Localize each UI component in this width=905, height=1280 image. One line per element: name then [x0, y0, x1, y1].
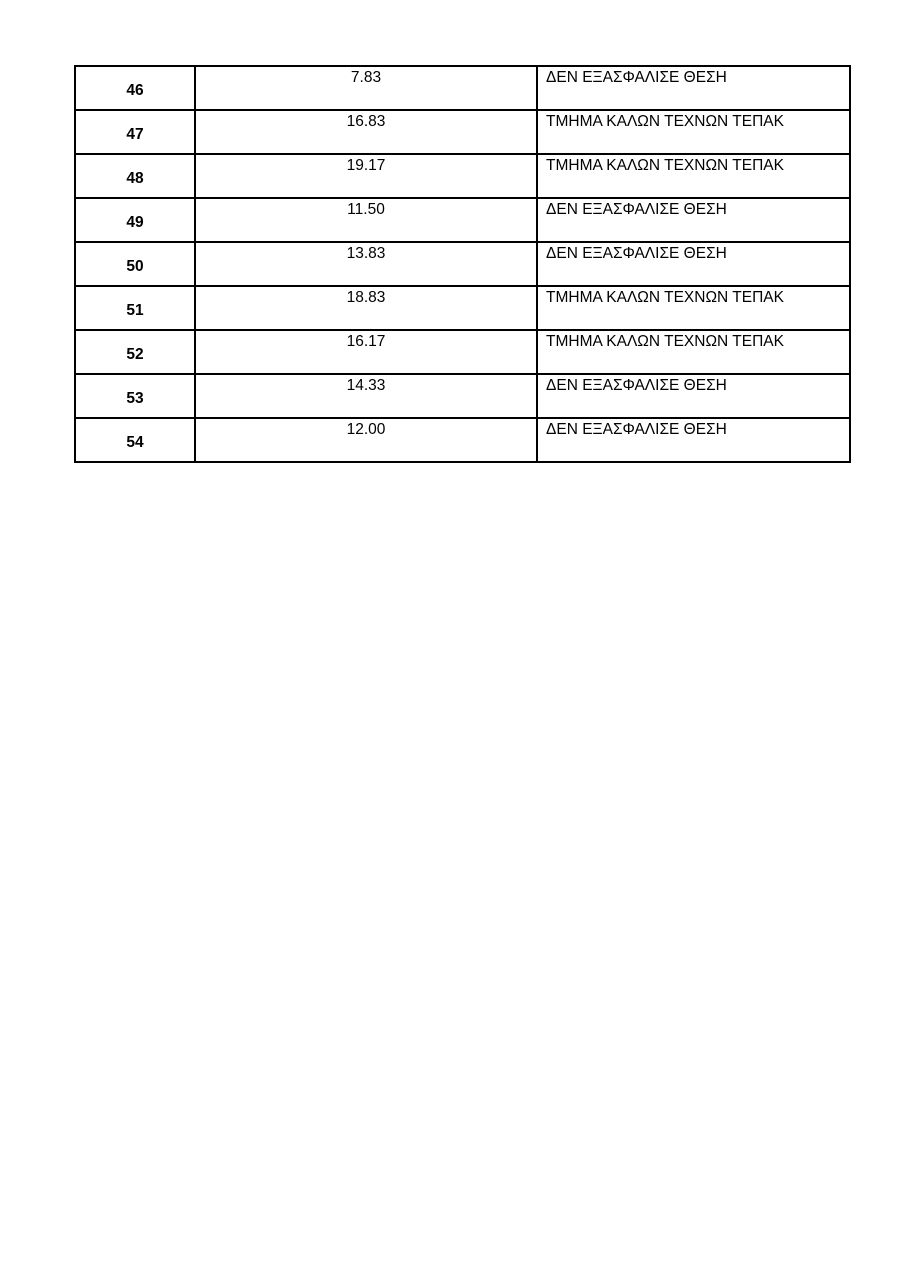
table-row: [75, 374, 850, 418]
candidate-number: 53: [75, 374, 195, 418]
candidate-score: 16.17: [195, 330, 537, 374]
placement-result: ΤΜΗΜΑ ΚΑΛΩΝ ΤΕΧΝΩΝ ΤΕΠΑΚ: [537, 286, 850, 330]
placement-result: ΔΕΝ ΕΞΑΣΦΑΛΙΣΕ ΘΕΣΗ: [537, 198, 850, 242]
candidate-score: 19.17: [195, 154, 537, 198]
candidate-number: 49: [75, 198, 195, 242]
candidate-score: 18.83: [195, 286, 537, 330]
table-row: [75, 418, 850, 462]
table-row: [75, 198, 850, 242]
placement-result: ΔΕΝ ΕΞΑΣΦΑΛΙΣΕ ΘΕΣΗ: [537, 66, 850, 110]
placement-result: ΔΕΝ ΕΞΑΣΦΑΛΙΣΕ ΘΕΣΗ: [537, 374, 850, 418]
candidate-score: 11.50: [195, 198, 537, 242]
candidate-score: 13.83: [195, 242, 537, 286]
candidate-number: 47: [75, 110, 195, 154]
candidate-score: 14.33: [195, 374, 537, 418]
placement-result: ΔΕΝ ΕΞΑΣΦΑΛΙΣΕ ΘΕΣΗ: [537, 242, 850, 286]
candidate-number: 51: [75, 286, 195, 330]
table-row: [75, 330, 850, 374]
placement-result: ΤΜΗΜΑ ΚΑΛΩΝ ΤΕΧΝΩΝ ΤΕΠΑΚ: [537, 110, 850, 154]
table-row: [75, 66, 850, 110]
table-row: [75, 286, 850, 330]
placement-result: ΤΜΗΜΑ ΚΑΛΩΝ ΤΕΧΝΩΝ ΤΕΠΑΚ: [537, 154, 850, 198]
placement-result: ΤΜΗΜΑ ΚΑΛΩΝ ΤΕΧΝΩΝ ΤΕΠΑΚ: [537, 330, 850, 374]
candidate-number: 50: [75, 242, 195, 286]
placement-result: ΔΕΝ ΕΞΑΣΦΑΛΙΣΕ ΘΕΣΗ: [537, 418, 850, 462]
candidate-number: 54: [75, 418, 195, 462]
candidate-number: 48: [75, 154, 195, 198]
table-row: [75, 242, 850, 286]
table-row: [75, 154, 850, 198]
results-table: [74, 65, 851, 463]
table-row: [75, 110, 850, 154]
candidate-score: 7.83: [195, 66, 537, 110]
candidate-number: 52: [75, 330, 195, 374]
candidate-number: 46: [75, 66, 195, 110]
candidate-score: 12.00: [195, 418, 537, 462]
candidate-score: 16.83: [195, 110, 537, 154]
